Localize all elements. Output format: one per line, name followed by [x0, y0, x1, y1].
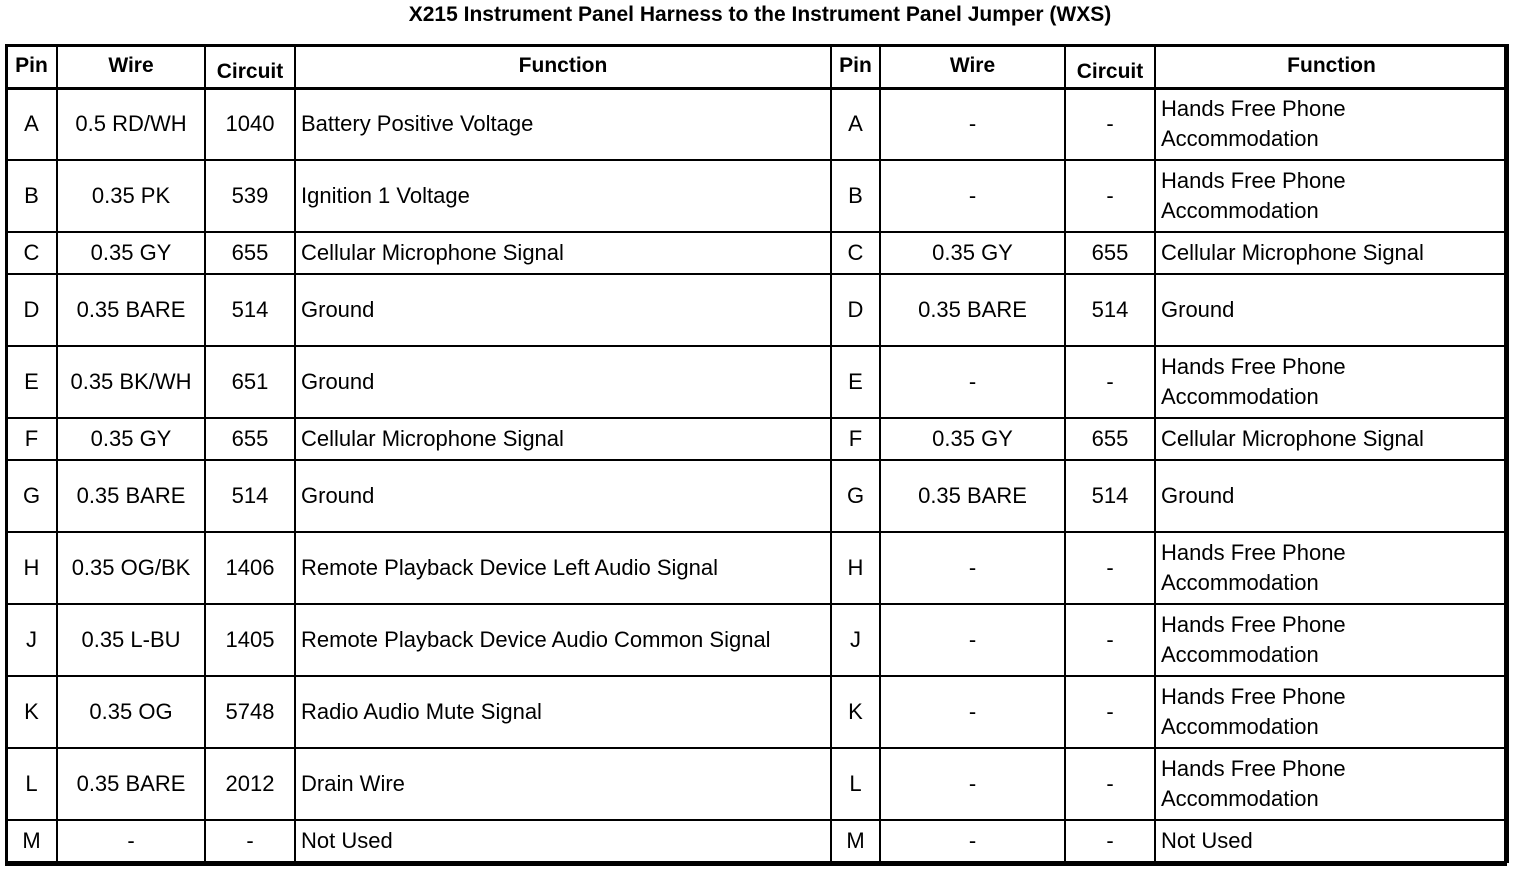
cell-circuit-right: - — [1065, 532, 1155, 604]
cell-pin-right: M — [831, 820, 880, 862]
cell-pin-left: D — [6, 274, 57, 346]
cell-function-right: Hands Free Phone Accommodation — [1155, 346, 1508, 418]
cell-circuit-left: - — [205, 820, 295, 862]
cell-function-left: Ground — [295, 460, 831, 532]
cell-function-right: Ground — [1155, 460, 1508, 532]
cell-function-right: Hands Free Phone Accommodation — [1155, 532, 1508, 604]
cell-pin-right: K — [831, 676, 880, 748]
cell-function-right: Hands Free Phone Accommodation — [1155, 160, 1508, 232]
cell-wire-right: - — [880, 604, 1065, 676]
cell-function-right: Cellular Microphone Signal — [1155, 418, 1508, 460]
cell-circuit-left: 655 — [205, 232, 295, 274]
cell-function-right: Not Used — [1155, 820, 1508, 862]
cell-wire-right: 0.35 BARE — [880, 460, 1065, 532]
cell-pin-right: C — [831, 232, 880, 274]
cell-wire-right: - — [880, 820, 1065, 862]
cell-circuit-right: 514 — [1065, 274, 1155, 346]
cell-pin-right: H — [831, 532, 880, 604]
cell-function-right: Hands Free Phone Accommodation — [1155, 676, 1508, 748]
cell-pin-left: H — [6, 532, 57, 604]
table-row — [6, 418, 1508, 460]
table-row — [6, 676, 1508, 748]
cell-circuit-left: 514 — [205, 274, 295, 346]
cell-function-left: Ground — [295, 274, 831, 346]
cell-wire-left: 0.35 L-BU — [57, 604, 205, 676]
cell-circuit-right: - — [1065, 346, 1155, 418]
table-row — [6, 88, 1508, 160]
table-row — [6, 532, 1508, 604]
cell-pin-right: E — [831, 346, 880, 418]
cell-circuit-left: 514 — [205, 460, 295, 532]
cell-wire-left: 0.5 RD/WH — [57, 88, 205, 160]
cell-pin-left: L — [6, 748, 57, 820]
cell-function-left: Remote Playback Device Left Audio Signal — [295, 532, 831, 604]
header-function-left: Function — [295, 45, 831, 88]
cell-function-right: Ground — [1155, 274, 1508, 346]
cell-pin-right: J — [831, 604, 880, 676]
cell-pin-left: B — [6, 160, 57, 232]
cell-wire-right: - — [880, 88, 1065, 160]
cell-wire-left: 0.35 BARE — [57, 460, 205, 532]
header-wire-left: Wire — [57, 45, 205, 88]
document-title: X215 Instrument Panel Harness to the Instrument Panel Jumper (WXS) — [408, 3, 1112, 26]
table-row — [6, 160, 1508, 232]
cell-function-left: Ground — [295, 346, 831, 418]
cell-pin-left: M — [6, 820, 57, 862]
cell-pin-left: A — [6, 88, 57, 160]
header-circuit-right: Circuit — [1065, 45, 1155, 88]
cell-wire-left: 0.35 GY — [57, 418, 205, 460]
cell-pin-left: G — [6, 460, 57, 532]
cell-pin-right: F — [831, 418, 880, 460]
cell-function-left: Radio Audio Mute Signal — [295, 676, 831, 748]
cell-wire-left: 0.35 BK/WH — [57, 346, 205, 418]
header-row — [6, 45, 1508, 88]
cell-circuit-left: 5748 — [205, 676, 295, 748]
cell-circuit-right: - — [1065, 604, 1155, 676]
cell-circuit-right: - — [1065, 160, 1155, 232]
cell-function-left: Not Used — [295, 820, 831, 862]
cell-function-left: Drain Wire — [295, 748, 831, 820]
cell-function-right: Hands Free Phone Accommodation — [1155, 88, 1508, 160]
cell-wire-left: - — [57, 820, 205, 862]
cell-wire-right: - — [880, 346, 1065, 418]
cell-function-left: Cellular Microphone Signal — [295, 418, 831, 460]
cell-circuit-left: 539 — [205, 160, 295, 232]
cell-wire-right: - — [880, 748, 1065, 820]
cell-wire-right: 0.35 GY — [880, 232, 1065, 274]
cell-wire-left: 0.35 GY — [57, 232, 205, 274]
cell-wire-left: 0.35 PK — [57, 160, 205, 232]
header-pin-right: Pin — [831, 45, 880, 88]
cell-circuit-left: 1040 — [205, 88, 295, 160]
cell-circuit-right: - — [1065, 820, 1155, 862]
cell-function-left: Ignition 1 Voltage — [295, 160, 831, 232]
cell-circuit-left: 1406 — [205, 532, 295, 604]
cell-pin-right: L — [831, 748, 880, 820]
cell-circuit-left: 2012 — [205, 748, 295, 820]
connector-pinout-table — [5, 44, 1509, 863]
cell-pin-right: A — [831, 88, 880, 160]
cell-circuit-right: 514 — [1065, 460, 1155, 532]
header-wire-right: Wire — [880, 45, 1065, 88]
table-row — [6, 232, 1508, 274]
table-row — [6, 820, 1508, 862]
table-row — [6, 604, 1508, 676]
cell-circuit-right: - — [1065, 748, 1155, 820]
cell-circuit-right: 655 — [1065, 232, 1155, 274]
cell-circuit-right: 655 — [1065, 418, 1155, 460]
table-row — [6, 346, 1508, 418]
cell-function-right: Hands Free Phone Accommodation — [1155, 748, 1508, 820]
cell-wire-right: - — [880, 160, 1065, 232]
cell-wire-right: 0.35 BARE — [880, 274, 1065, 346]
cell-wire-right: - — [880, 532, 1065, 604]
table-row — [6, 460, 1508, 532]
cell-wire-left: 0.35 OG/BK — [57, 532, 205, 604]
cell-pin-left: J — [6, 604, 57, 676]
cell-pin-left: F — [6, 418, 57, 460]
cell-wire-right: - — [880, 676, 1065, 748]
cell-wire-right: 0.35 GY — [880, 418, 1065, 460]
header-function-right: Function — [1155, 45, 1508, 88]
cell-function-left: Remote Playback Device Audio Common Signal — [295, 604, 831, 676]
cell-circuit-right: - — [1065, 88, 1155, 160]
cell-circuit-left: 1405 — [205, 604, 295, 676]
cell-wire-left: 0.35 BARE — [57, 274, 205, 346]
cell-pin-left: C — [6, 232, 57, 274]
cell-pin-right: B — [831, 160, 880, 232]
cell-wire-left: 0.35 BARE — [57, 748, 205, 820]
cell-circuit-right: - — [1065, 676, 1155, 748]
cell-pin-left: E — [6, 346, 57, 418]
table-row — [6, 274, 1508, 346]
cell-function-left: Cellular Microphone Signal — [295, 232, 831, 274]
cell-pin-right: D — [831, 274, 880, 346]
cell-pin-right: G — [831, 460, 880, 532]
cell-circuit-left: 651 — [205, 346, 295, 418]
cell-function-right: Cellular Microphone Signal — [1155, 232, 1508, 274]
table-row — [6, 748, 1508, 820]
header-circuit-left: Circuit — [205, 45, 295, 88]
cell-pin-left: K — [6, 676, 57, 748]
header-pin-left: Pin — [6, 45, 57, 88]
table-body — [6, 88, 1508, 862]
cell-function-right: Hands Free Phone Accommodation — [1155, 604, 1508, 676]
cell-function-left: Battery Positive Voltage — [295, 88, 831, 160]
cell-wire-left: 0.35 OG — [57, 676, 205, 748]
cell-circuit-left: 655 — [205, 418, 295, 460]
